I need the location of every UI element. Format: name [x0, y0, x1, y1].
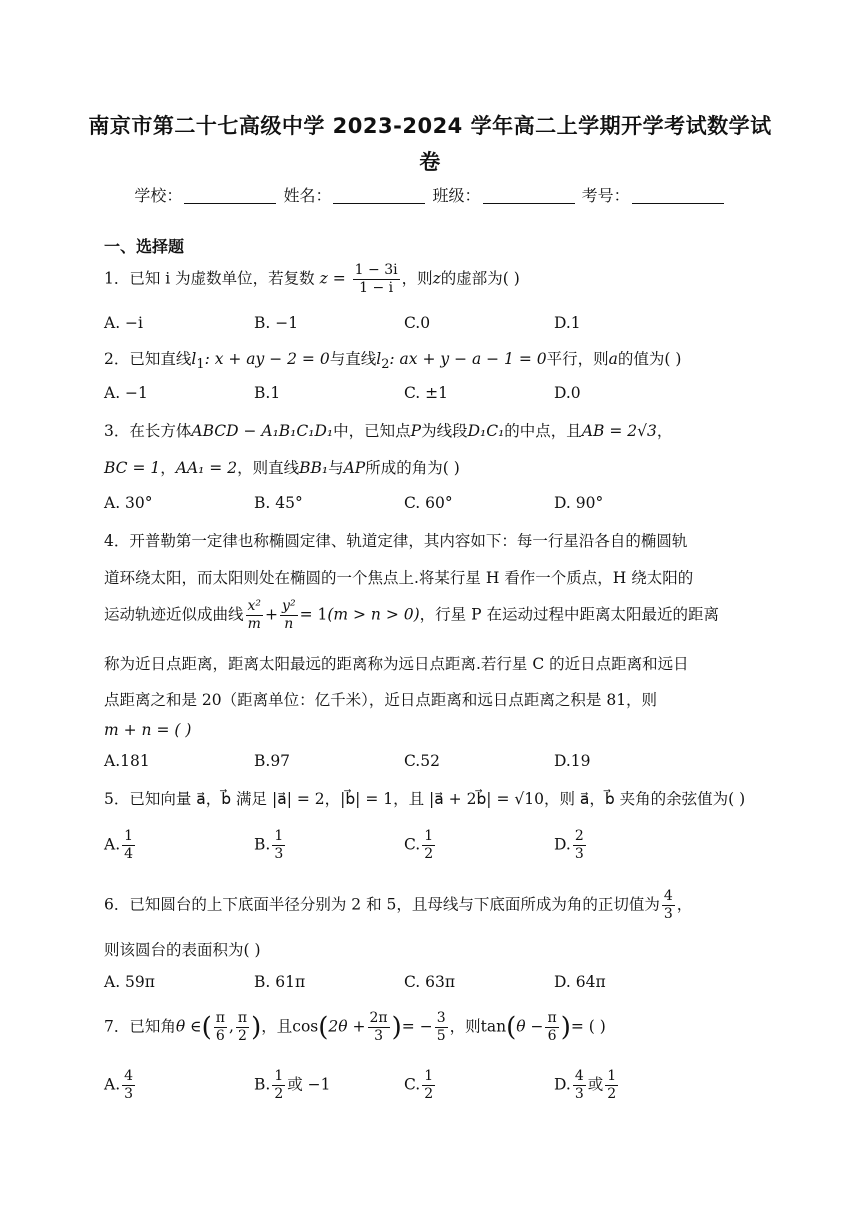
question-1-stem — [104, 262, 520, 297]
q2-text-b: 与直线 — [329, 350, 377, 368]
question-6-line1 — [104, 888, 692, 923]
q2-text-a: 2．已知直线 — [104, 350, 192, 368]
school-blank[interactable] — [184, 189, 276, 204]
q5-option-a — [104, 828, 137, 863]
q3-ab: AB = 2√3 — [581, 422, 657, 440]
q7-theta: θ ∈ — [175, 1017, 202, 1036]
q1-frac-den: 1 − i — [359, 280, 394, 296]
q1-frac-num: 1 − 3i — [354, 262, 398, 278]
q7-d-num: 4 — [574, 1068, 584, 1084]
q7-a-den: 3 — [124, 1086, 134, 1102]
q7-option-b — [254, 1068, 331, 1103]
q1-text-c: 的虚部为( ) — [440, 269, 520, 288]
q7-option-d — [554, 1068, 620, 1103]
q7-c-label: C. — [404, 1075, 421, 1094]
q1-option-d: D.1 — [554, 314, 581, 332]
q7-text-c: ，则 — [449, 1017, 481, 1036]
q2-var: a — [608, 350, 618, 368]
q3-aa1: AA₁ = 2 — [175, 459, 238, 477]
q7-c-frac — [422, 1068, 435, 1103]
q1-option-a: A. −i — [104, 314, 143, 332]
q7-option-c — [404, 1068, 437, 1103]
q1-option-b: B. −1 — [254, 314, 299, 332]
q7-i1-den: 6 — [215, 1028, 225, 1044]
q7-tan: tan — [480, 1017, 507, 1036]
question-2-stem — [104, 347, 681, 372]
name-label: 姓名： — [283, 186, 332, 205]
q3-option-c: C. 60° — [404, 494, 453, 512]
q4-fy-den: n — [284, 616, 294, 632]
q5-a-num: 1 — [124, 828, 134, 844]
section-heading: 一、选择题 — [104, 237, 185, 256]
q7-rhs-frac — [435, 1010, 448, 1045]
q3-text-h: 所成的角为( ) — [365, 459, 460, 477]
q7-b-num: 1 — [274, 1068, 284, 1084]
q6-option-d: D. 64π — [554, 973, 606, 991]
q5-d-label: D. — [554, 835, 571, 854]
q6-den: 3 — [663, 906, 673, 922]
q2-l1: l — [191, 350, 197, 368]
q2-l1-sub: 1 — [196, 357, 205, 373]
title-line-2: 卷 — [419, 150, 441, 174]
q3-segment: D₁C₁ — [467, 422, 505, 440]
q7-a-label: A. — [104, 1075, 121, 1094]
q4-fx-den: m — [247, 616, 261, 632]
q5-b-frac — [272, 828, 285, 863]
q7-text-b: ，且 — [261, 1017, 293, 1036]
q7-d-frac-2 — [605, 1068, 618, 1103]
q3-text-g: 与 — [328, 459, 344, 477]
q7-t-den: 6 — [547, 1028, 557, 1044]
q2-option-b: B.1 — [254, 384, 281, 402]
question-3-stem-line1 — [104, 419, 672, 441]
q7-i2-num: π — [237, 1010, 248, 1026]
q7-d2-num: 1 — [607, 1068, 617, 1084]
q7-b-label: B. — [254, 1075, 271, 1094]
q3-text-f: ，则直线 — [237, 459, 300, 477]
question-6-line2: 则该圆台的表面积为( ) — [104, 941, 261, 959]
q5-c-label: C. — [404, 835, 421, 854]
q3-option-a: A. 30° — [104, 494, 153, 512]
question-4-line1: 4．开普勒第一定律也称椭圆定律、轨道定律，其内容如下：每一行星沿各自的椭圆轨 — [104, 532, 688, 550]
q3-text-b: 中，已知点 — [333, 422, 411, 440]
class-label: 班级： — [432, 186, 481, 205]
q5-b-num: 1 — [274, 828, 284, 844]
q4-option-a: A.181 — [104, 752, 150, 770]
q2-text-d: 的值为( ) — [617, 350, 682, 368]
q3-comma: ， — [160, 459, 176, 477]
q7-r-num: 3 — [436, 1010, 446, 1026]
q2-text-c: 平行，则 — [546, 350, 609, 368]
question-7-stem: 7．已知角θ ∈( $\frac{\pi}{6}$ , $\frac{\pi}{2}$ )，且cos(2θ + $\frac{2\pi}{3}$ )= − $\frac{3}{5}$ ，则tan(θ − $\frac{\pi}{6}$ )= ( ) — [104, 1010, 606, 1044]
q7-cos-frac — [368, 1010, 390, 1045]
q7-d2-den: 2 — [607, 1086, 617, 1102]
q5-b-label: B. — [254, 835, 271, 854]
q7-cos: cos — [292, 1017, 319, 1036]
q3-ap: AP — [343, 459, 366, 477]
q3-text-d: 的中点，且 — [504, 422, 582, 440]
q7-tan-eq: = ( ) — [570, 1017, 606, 1036]
q5-option-c — [404, 828, 437, 863]
q2-option-c: C. ±1 — [404, 384, 449, 402]
title-line-1: 南京市第二十七高级中学 2023-2024 学年高二上学期开学考试数学试 — [88, 114, 772, 138]
q7-option-a — [104, 1068, 137, 1103]
page-title — [60, 108, 800, 180]
q3-bb1: BB₁ — [299, 459, 329, 477]
q7-int-hi — [236, 1010, 249, 1045]
q7-cos-eq: = − — [401, 1017, 433, 1036]
q2-option-d: D.0 — [554, 384, 581, 402]
q4-eq: = 1 — [299, 605, 328, 624]
q4-fx-num: x² — [247, 598, 262, 614]
q4-cond: (m > n > 0) — [327, 605, 420, 624]
q4-text-a: 运动轨迹近似成曲线 — [104, 605, 244, 624]
q7-int-lo — [214, 1010, 227, 1045]
q6-num: 4 — [663, 888, 673, 904]
q3-text-a: 3．在长方体 — [104, 422, 192, 440]
exam-no-blank[interactable] — [632, 189, 724, 204]
q7-d-mid: 或 — [587, 1075, 604, 1094]
q3-text-c: 为线段 — [421, 422, 468, 440]
q2-eq2: : ax + y − a − 1 = 0 — [389, 350, 547, 368]
q7-t-num: π — [547, 1010, 557, 1026]
q6-text-a: 6．已知圆台的上下底面半径分别为 2 和 5，且母线与下底面所成为角的正切值为 — [104, 895, 660, 914]
question-4-line2: 道环绕太阳，而太阳则处在椭圆的一个焦点上.将某行星 H 看作一个质点，H 绕太阳的 — [104, 569, 694, 587]
q7-c-num: 2π — [369, 1010, 388, 1026]
q1-text-a: 1．已知 i 为虚数单位，若复数 — [104, 269, 315, 288]
question-4-line3 — [104, 598, 719, 633]
q2-l2-sub: 2 — [381, 357, 390, 373]
q6-option-b: B. 61π — [254, 973, 306, 991]
q3-bc: BC = 1 — [104, 459, 161, 477]
q5-d-num: 2 — [574, 828, 584, 844]
q7-d-frac — [573, 1068, 586, 1103]
q7-a-num: 4 — [124, 1068, 134, 1084]
q5-c-den: 2 — [424, 846, 434, 862]
q5-d-frac — [573, 828, 586, 863]
q7-c-den: 3 — [374, 1028, 384, 1044]
q6-frac — [662, 888, 675, 923]
q5-c-frac — [422, 828, 435, 863]
q3-option-b: B. 45° — [254, 494, 303, 512]
q3-text-e: ， — [656, 422, 673, 440]
q7-i2-den: 2 — [238, 1028, 247, 1044]
q7-i-comma: , — [228, 1017, 234, 1036]
q6-option-a: A. 59π — [104, 973, 155, 991]
q5-option-b — [254, 828, 287, 863]
q6-option-c: C. 63π — [404, 973, 456, 991]
q4-frac-y — [280, 598, 298, 633]
q7-a-frac — [122, 1068, 135, 1103]
q1-fraction — [353, 262, 400, 297]
q7-r-den: 5 — [436, 1028, 446, 1044]
q6-text-b: ， — [676, 895, 693, 914]
q1-lhs: z = — [319, 269, 346, 288]
q3-solid: ABCD − A₁B₁C₁D₁ — [191, 422, 334, 440]
school-label: 学校： — [134, 186, 183, 205]
q5-a-label: A. — [104, 835, 121, 854]
student-info-row — [60, 183, 800, 206]
question-4-line4: 称为近日点距离，距离太阳最远的距离称为远日点距离.若行星 C 的近日点距离和远日 — [104, 655, 689, 673]
q7-b-frac — [272, 1068, 285, 1103]
q3-point-p: P — [410, 422, 422, 440]
q5-option-d — [554, 828, 588, 863]
question-4-line5: 点距离之和是 20（距离单位：亿千米），近日点距离和远日点距离之积是 81，则 — [104, 691, 658, 709]
q4-option-d: D.19 — [554, 752, 591, 770]
q7-tan-inner: θ − — [516, 1017, 544, 1036]
q4-fy-num: y² — [282, 598, 296, 614]
q4-option-b: B.97 — [254, 752, 291, 770]
q4-option-c: C.52 — [404, 752, 440, 770]
question-3-stem-line2 — [104, 456, 460, 478]
q7-d-label: D. — [554, 1075, 571, 1094]
q2-eq1: : x + ay − 2 = 0 — [204, 350, 330, 368]
q5-d-den: 3 — [574, 846, 584, 862]
exam-no-label: 考号： — [581, 186, 630, 205]
q3-option-d: D. 90° — [554, 494, 604, 512]
q7-b-post: 或 −1 — [287, 1075, 331, 1094]
q7-i1-num: π — [215, 1010, 225, 1026]
q5-b-den: 3 — [274, 846, 284, 862]
q4-plus: + — [265, 605, 279, 624]
q1-var: z — [432, 269, 441, 288]
q5-c-num: 1 — [424, 828, 434, 844]
q7-c-num: 1 — [424, 1068, 434, 1084]
q5-a-den: 4 — [124, 846, 134, 862]
q7-cos-inner: 2θ + — [328, 1017, 366, 1036]
q1-option-c: C.0 — [404, 314, 431, 332]
q2-option-a: A. −1 — [104, 384, 148, 402]
q4-frac-x — [246, 598, 264, 633]
q4-text-b: ，行星 P 在运动过程中距离太阳最近的距离 — [419, 605, 719, 624]
q5-a-frac — [122, 828, 135, 863]
question-5-stem: 5．已知向量 a⃗，b⃗ 满足 |a⃗| = 2，|b⃗| = 1，且 |a⃗ + 2b⃗| = √10，则 a⃗，b⃗ 夹角的余弦值为( ) — [104, 790, 746, 808]
q2-l2: l — [376, 350, 382, 368]
q1-text-b: ，则 — [401, 269, 433, 288]
q7-tan-frac — [545, 1010, 558, 1045]
q7-text-a: 7．已知角 — [104, 1017, 176, 1036]
class-blank[interactable] — [483, 189, 575, 204]
q7-d-den: 3 — [574, 1086, 584, 1102]
q7-b-den: 2 — [274, 1086, 284, 1102]
q7-c-den: 2 — [424, 1086, 434, 1102]
name-blank[interactable] — [333, 189, 425, 204]
question-4-line6: m + n = ( ) — [104, 721, 192, 739]
